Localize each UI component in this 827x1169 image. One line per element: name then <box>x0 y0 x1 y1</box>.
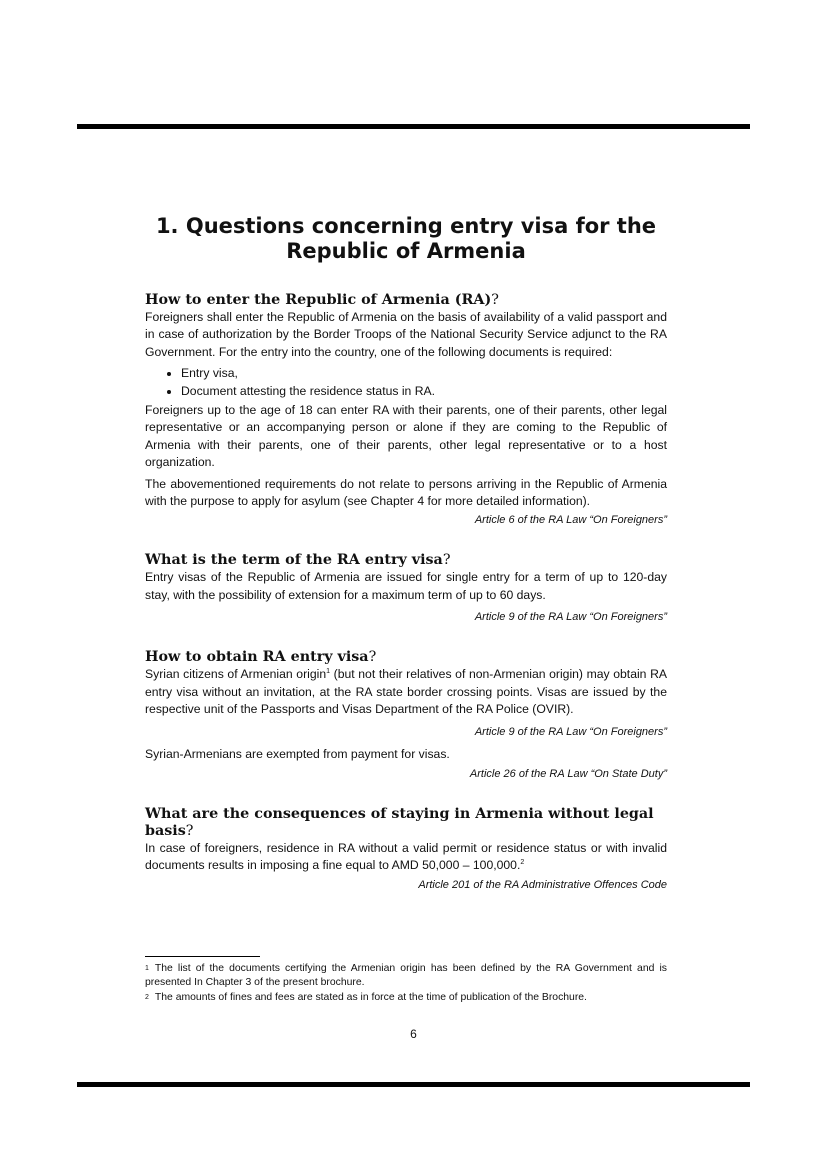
question-heading: How to obtain RA entry visa? <box>145 649 377 666</box>
page-title <box>145 214 667 264</box>
paragraph: Syrian-Armenians are exempted from payment for visas. <box>145 746 450 761</box>
section-enter-ra <box>145 292 667 528</box>
source-citation: Article 26 of the RA Law “On State Duty” <box>469 767 667 780</box>
question-heading: What are the consequences of staying in Armenia without legal basis? <box>145 805 654 839</box>
source-citation: Article 9 of the RA Law “On Foreigners” <box>474 725 667 738</box>
section-visa-term <box>145 552 667 625</box>
question-heading: How to enter the Republic of Armenia (RA)? <box>145 292 499 308</box>
paragraph: Foreigners shall enter the Republic of Armenia on the basis of availability of a valid passport and in case of authorization by the Border Troops of the National Security Service adjunct to the RA Government. For the entry into the country, one of the following documents is required: <box>145 310 667 359</box>
bullet-list <box>145 365 667 400</box>
footnote: $^1$ The list of the documents certifying the Armenian origin has been defined by the RA Government and is presented In Chapter 3 of the present brochure. <box>145 963 667 989</box>
page-title-line2: Republic of Armenia <box>286 239 526 263</box>
paragraph: In case of foreigners, residence in RA without a valid permit or residence status or with invalid documents results in imposing a fine equal to AMD 50,000 – 100,000.$^2$ <box>145 840 667 873</box>
source-citation: Article 201 of the RA Administrative Offences Code <box>418 878 667 891</box>
top-rule <box>77 124 750 129</box>
footnote-ref: 1 <box>326 668 331 676</box>
page-content <box>145 214 667 915</box>
paragraph: The abovementioned requirements do not relate to persons arriving in the Republic of Armenia with the purpose to apply for asylum (see Chapter 4 for more detailed information). <box>145 476 667 509</box>
footnote: $^2$ The amounts of fines and fees are stated as in force at the time of publication of the Brochure. <box>145 991 587 1003</box>
section-consequences <box>145 806 667 893</box>
footnotes <box>145 956 667 1005</box>
source-citation: Article 6 of the RA Law “On Foreigners” <box>474 514 667 527</box>
question-heading: What is the term of the RA entry visa? <box>145 552 451 569</box>
source-citation: Article 9 of the RA Law “On Foreigners” <box>474 611 667 624</box>
page-number: 6 <box>410 1027 417 1041</box>
paragraph: Foreigners up to the age of 18 can enter RA with their parents, one of their parents, other legal representative or an accompanying person or alone if they are coming to the Republic of Armenia with their parents, one of their parents, other legal representative or to a host organization. <box>145 403 667 470</box>
section-obtain-visa <box>145 649 667 782</box>
list-item: • Entry visa, <box>181 365 667 382</box>
footnote-ref: 2 <box>520 859 525 867</box>
paragraph: Entry visas of the Republic of Armenia are issued for single entry for a term of up to 120-day stay, with the possibility of extension for a maximum term of up to 60 days. <box>145 570 667 602</box>
paragraph: Syrian citizens of Armenian origin$^1$ (but not their relatives of non-Armenian origin) may obtain RA entry visa without an invitation, at the RA state border crossing points. Visas are issued by the respective unit of the Passports and Visas Department of the RA Police (OVIR). <box>145 667 668 717</box>
footnote-divider <box>145 956 260 957</box>
list-item: • Document attesting the residence status in RA. <box>181 383 667 400</box>
bottom-rule <box>77 1082 750 1087</box>
page-title-line1: 1. Questions concerning entry visa for the <box>155 214 657 238</box>
